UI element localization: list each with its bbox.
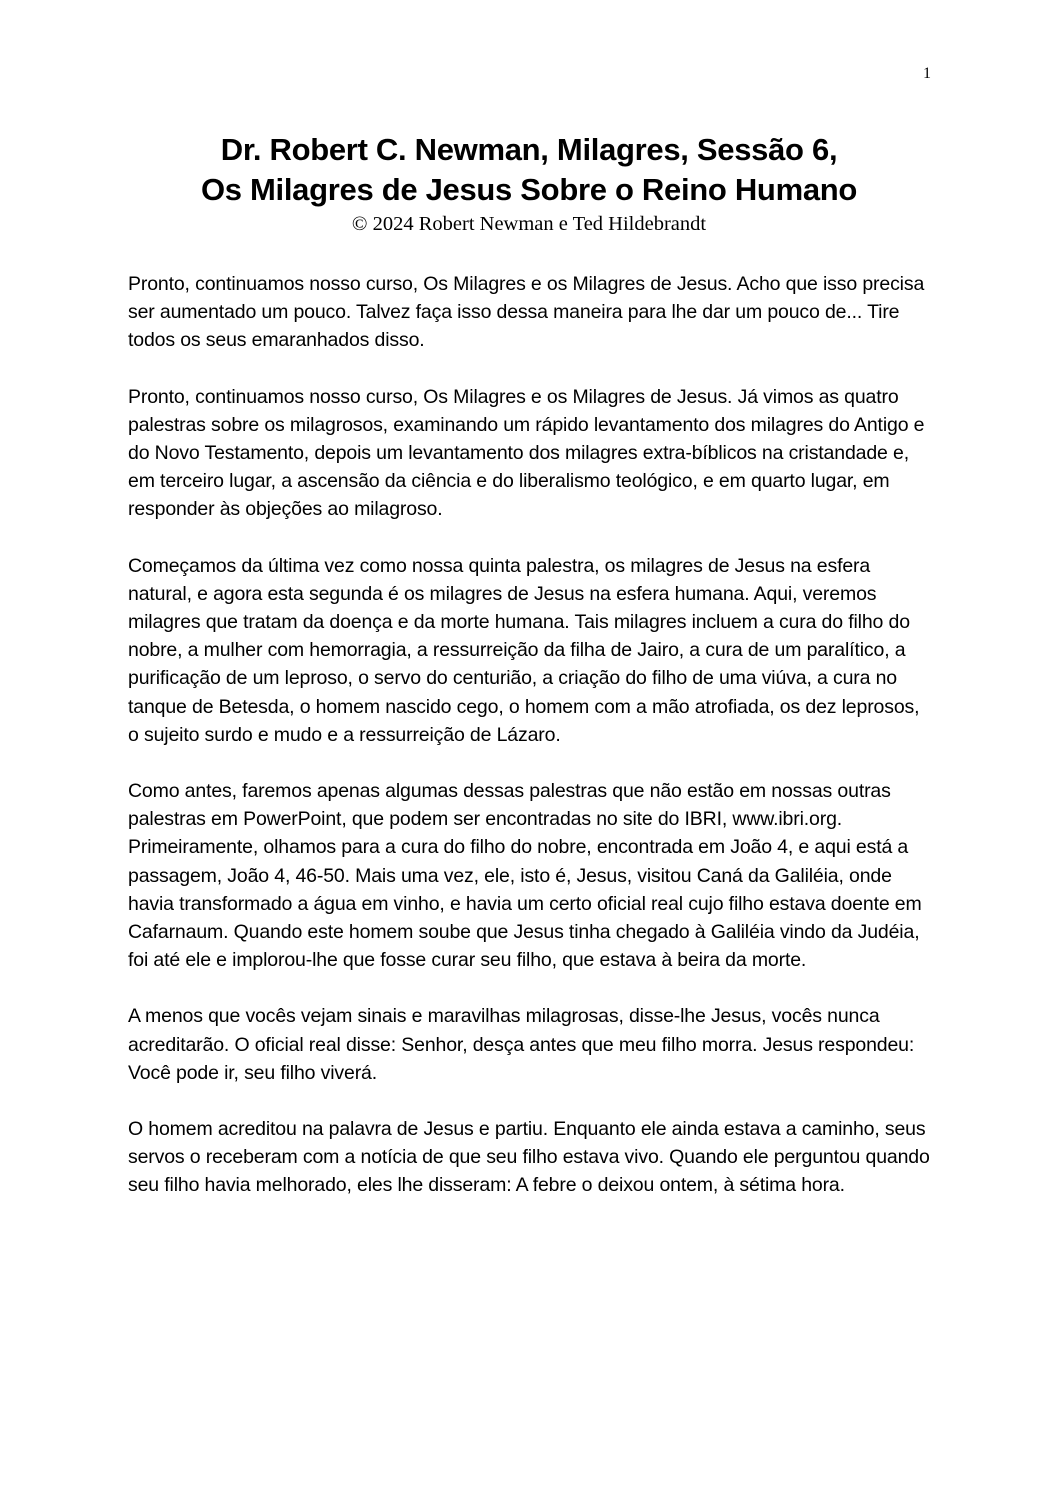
paragraph: Como antes, faremos apenas algumas dessas palestras que não estão em nossas outras palestras em PowerPoint, que podem ser encontradas no site do IBRI, www.ibri.org. Primeiramente, olhamos para a cura do filho do nobre, encontrada em João 4, e aqui está a passagem, João 4, 46-50. Mais uma vez, ele, isto é, Jesus, visitou Caná da Galiléia, onde havia transformado a água em vinho, e havia um certo oficial real cujo filho estava doente em Cafarnaum. Quando este homem soube que Jesus tinha chegado à Galiléia vindo da Judéia, foi até ele e implorou-lhe que fosse curar seu filho, que estava à beira da morte.: [128, 780, 922, 972]
page-number: 1: [923, 65, 931, 82]
document-body: [128, 270, 933, 1228]
paragraph: Pronto, continuamos nosso curso, Os Milagres e os Milagres de Jesus. Acho que isso precisa ser aumentado um pouco. Talvez faça isso dessa maneira para lhe dar um pouco de... Tire todos os seus emaranhados disso.: [128, 273, 925, 352]
document-title-line-1: Dr. Robert C. Newman, Milagres, Sessão 6,: [220, 132, 838, 167]
paragraph: Pronto, continuamos nosso curso, Os Milagres e os Milagres de Jesus. Já vimos as quatro palestras sobre os milagrosos, examinando um rápido levantamento dos milagres do Antigo e do Novo Testamento, depois um levantamento dos milagres extra-bíblicos na cristandade e, em terceiro lugar, a ascensão da ciência e do liberalismo teológico, e em quarto lugar, em responder às objeções ao milagroso.: [128, 385, 925, 521]
paragraph: O homem acreditou na palavra de Jesus e partiu. Enquanto ele ainda estava a caminho, seus servos o receberam com a notícia de que seu filho estava vivo. Quando ele perguntou quando seu filho havia melhorado, eles lhe disseram: A febre o deixou ontem, à sétima hora.: [128, 1118, 930, 1197]
paragraph: Começamos da última vez como nossa quinta palestra, os milagres de Jesus na esfera natural, e agora esta segunda é os milagres de Jesus na esfera humana. Aqui, veremos milagres que tratam da doença e da morte humana. Tais milagres incluem a cura do filho do nobre, a mulher com hemorragia, a ressurreição da filha de Jairo, a cura de um paralítico, a purificação de um leproso, o servo do centurião, a criação do filho de uma viúva, a cura no tanque de Betesda, o homem nascido cego, o homem com a mão atrofiada, os dez leprosos, o sujeito surdo e mudo e a ressurreição de Lázaro.: [128, 554, 920, 746]
document-header: [0, 130, 1058, 237]
document-title-line-2: Os Milagres de Jesus Sobre o Reino Humano: [200, 172, 858, 207]
paragraph: A menos que vocês vejam sinais e maravilhas milagrosas, disse-lhe Jesus, vocês nunca acreditarão. O oficial real disse: Senhor, desça antes que meu filho morra. Jesus respondeu: Você pode ir, seu filho viverá.: [128, 1005, 915, 1084]
copyright-notice: © 2024 Robert Newman e Ted Hildebrandt: [351, 213, 707, 235]
